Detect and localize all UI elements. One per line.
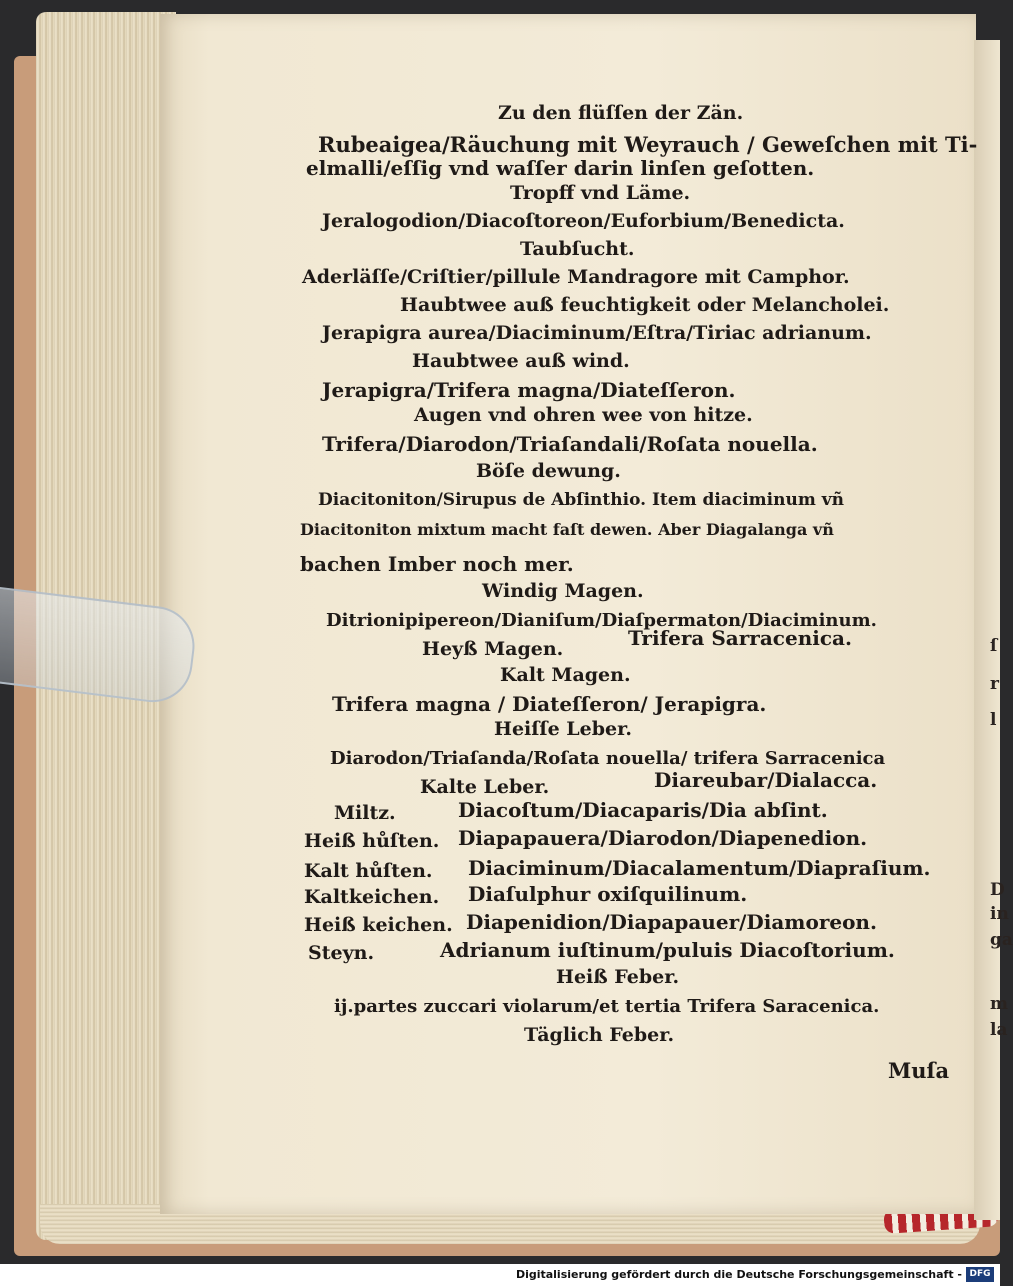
facing-fragment: ſ bbox=[990, 636, 998, 656]
section-heading: Heyß Magen. bbox=[422, 638, 564, 660]
text-line: Diacitoniton/Sirupus de Abſinthio. Item diaciminum vñ bbox=[318, 490, 844, 510]
text-line: Diapapauera/Diarodon/Diapenedion. bbox=[458, 826, 868, 850]
section-heading: Miltz. bbox=[334, 802, 396, 824]
text-line: Diareubar/Dialacca. bbox=[654, 768, 878, 792]
footer-credit: Digitalisierung gefördert durch die Deutsche Forschungsgemeinschaft - bbox=[515, 1268, 962, 1281]
text-line: Aderläſſe/Criſtier/pillule Mandragore mit Camphor. bbox=[302, 266, 850, 288]
section-heading: Heiſſe Leber. bbox=[494, 718, 633, 740]
text-line: Trifera/Diarodon/Triaſandali/Roſata nouella. bbox=[322, 432, 818, 456]
dfg-logo: DFG bbox=[966, 1267, 994, 1282]
section-heading: Augen vnd ohren wee von hitze. bbox=[414, 404, 753, 426]
section-heading: Böſe dewung. bbox=[476, 460, 621, 482]
section-heading: Steyn. bbox=[308, 942, 375, 964]
text-line: Diapenidion/Diapapauer/Diamoreon. bbox=[466, 910, 877, 934]
section-heading: Heiß Feber. bbox=[556, 966, 680, 988]
text-line: Diacitoniton mixtum macht faſt dewen. Aber Diagalanga vñ bbox=[300, 520, 834, 539]
facing-fragment: r bbox=[990, 674, 999, 694]
text-line: Rubeaigea/Räuchung mit Weyrauch / Geweſchen mit Ti- bbox=[318, 132, 978, 157]
text-line: Trifera Sarracenica. bbox=[628, 626, 852, 650]
text-line: elmalli/eſſig vnd waſſer darin linſen geſotten. bbox=[306, 156, 815, 180]
section-heading: Täglich Feber. bbox=[524, 1024, 675, 1046]
catchword: Muſa bbox=[888, 1058, 950, 1083]
section-heading: Kalt hůſten. bbox=[304, 860, 433, 882]
facing-fragment: m bbox=[990, 994, 1008, 1014]
text-line: Adrianum iuſtinum/puluis Diacoſtorium. bbox=[440, 938, 895, 962]
text-line: Jerapigra aurea/Diaciminum/Eſtra/Tiriac adrianum. bbox=[322, 322, 872, 344]
text-line: ij.partes zuccari violarum/et tertia Trifera Saracenica. bbox=[334, 996, 880, 1017]
section-heading: Taubſucht. bbox=[520, 238, 635, 260]
facing-fragment: in bbox=[990, 904, 1009, 924]
text-line: Diacoſtum/Diacaparis/Dia abſint. bbox=[458, 798, 828, 822]
section-heading: Heiß keichen. bbox=[304, 914, 453, 936]
text-line: Trifera magna / Diateſſeron/ Jerapigra. bbox=[332, 692, 767, 716]
facing-fragment: D bbox=[990, 880, 1005, 900]
section-heading: Zu den flüſſen der Zän. bbox=[498, 102, 744, 124]
text-line: Ditrionipipereon/Dianiſum/Diaſpermaton/Diaciminum. bbox=[326, 610, 877, 631]
section-heading: Tropff vnd Läme. bbox=[510, 182, 691, 204]
facing-fragment: la bbox=[990, 1020, 1008, 1040]
facing-page-edge bbox=[974, 40, 1013, 1220]
section-heading: Kalt Magen. bbox=[500, 664, 631, 686]
text-line: Diaciminum/Diacalamentum/Diapraſium. bbox=[468, 856, 931, 880]
section-heading: Windig Magen. bbox=[482, 580, 644, 602]
text-line: Diaſulphur oxiſquilinum. bbox=[468, 882, 748, 906]
section-heading: Haubtwee auß wind. bbox=[412, 350, 630, 372]
text-line: Diarodon/Triaſanda/Roſata nouella/ trifera Sarracenica bbox=[330, 748, 886, 769]
section-heading: Kaltkeichen. bbox=[304, 886, 440, 908]
digitization-footer bbox=[0, 1264, 1000, 1286]
facing-fragment: ga bbox=[990, 930, 1013, 950]
text-line: Jeralogodion/Diacoſtoreon/Euforbium/Benedicta. bbox=[322, 210, 845, 232]
text-line: bachen Imber noch mer. bbox=[300, 552, 574, 576]
section-heading: Kalte Leber. bbox=[420, 776, 550, 798]
text-line: Jerapigra/Trifera magna/Diateſſeron. bbox=[322, 378, 736, 402]
facing-fragment: l bbox=[990, 710, 997, 730]
section-heading: Haubtwee auß feuchtigkeit oder Melancholei. bbox=[400, 294, 890, 316]
section-heading: Heiß hůſten. bbox=[304, 830, 440, 852]
